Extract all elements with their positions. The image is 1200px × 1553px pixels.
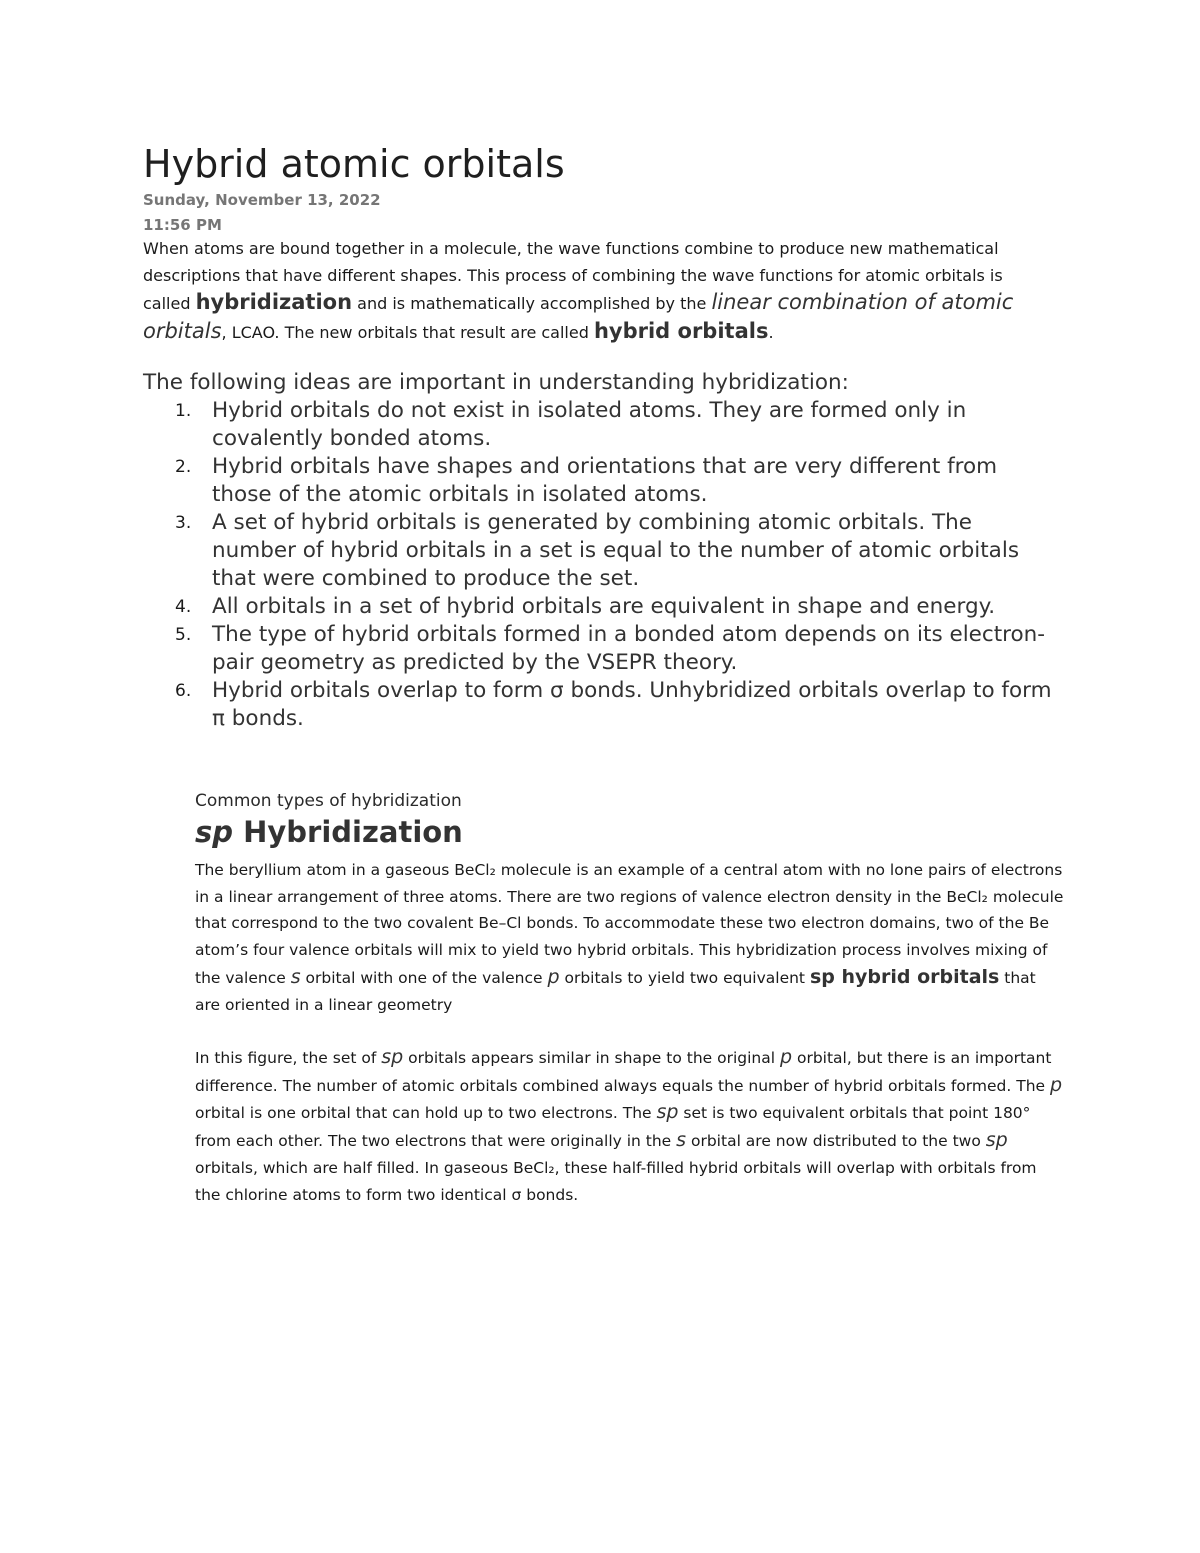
list-item-text: All orbitals in a set of hybrid orbitals are equivalent in shape and energy. — [212, 594, 996, 619]
ideas-list — [143, 397, 1053, 733]
page-title: Hybrid atomic orbitals — [143, 142, 565, 186]
list-item — [143, 621, 1053, 677]
list-number: 2. — [175, 457, 192, 477]
italic-p: p — [1049, 1073, 1063, 1096]
list-item — [143, 677, 1053, 733]
italic-p: p — [779, 1046, 793, 1068]
sp-paragraph-2 — [195, 1044, 1065, 1208]
italic-sp: sp — [985, 1129, 1008, 1152]
section-heading — [195, 815, 463, 849]
heading-sp: sp — [195, 815, 234, 849]
term-hybridization: hybridization — [195, 290, 353, 314]
ideas-lead: The following ideas are important in understanding hybridization: — [143, 370, 849, 395]
heading-text: Hybridization — [233, 815, 463, 849]
note-time: 11:56 PM — [143, 216, 222, 234]
body-text: orbital with one of the valence — [300, 968, 548, 987]
list-item — [143, 453, 1053, 509]
term-sp-hybrid-orbitals: sp hybrid orbitals — [809, 965, 1000, 988]
note-date: Sunday, November 13, 2022 — [143, 191, 381, 209]
body-text: The beryllium atom in a gaseous BeCl₂ molecule is an example of a central atom with no lone pairs of electrons in a linear arrangement of three atoms. There are two regions of valence electron density in the BeCl₂ molecule that correspond to the two covalent Be–Cl bonds. To accommodate these two electron domains, two of the Be atom’s four valence orbitals will mix to yield two hybrid orbitals. This hybridization process involves mixing of the valence — [195, 861, 1064, 987]
list-number: 6. — [175, 681, 192, 701]
section-subtitle: Common types of hybridization — [195, 791, 462, 811]
list-item-text: Hybrid orbitals have shapes and orientations that are very different from those of the atomic orbitals in isolated atoms. — [212, 454, 998, 507]
list-item — [143, 509, 1053, 593]
list-number: 5. — [175, 625, 192, 645]
intro-text: and is mathematically accomplished by the — [352, 294, 712, 313]
body-text: that are oriented in a linear geometry — [195, 968, 1036, 1014]
body-text: orbitals, which are half filled. In gaseous BeCl₂, these half-filled hybrid orbitals will overlap with orbitals from the chlorine atoms to form two identical σ bonds. — [195, 1158, 1037, 1204]
body-text: orbital, but there is an important difference. The number of atomic orbitals combined always equals the number of hybrid orbitals formed. The — [195, 1049, 1052, 1095]
list-number: 3. — [175, 513, 192, 533]
sp-paragraph-1 — [195, 857, 1065, 1018]
intro-text: When atoms are bound together in a molecule, the wave functions combine to produce new mathematical descriptions that have different shapes. This process of combining the wave functions for atomic orbitals is called — [143, 239, 1003, 313]
intro-text: , LCAO. The new orbitals that result are called — [221, 322, 594, 342]
list-item-text: The type of hybrid orbitals formed in a bonded atom depends on its electron-pair geometry as predicted by the VSEPR theory. — [212, 622, 1046, 675]
list-item — [143, 593, 1053, 621]
list-item-text: Hybrid orbitals do not exist in isolated atoms. They are formed only in covalently bonded atoms. — [212, 398, 967, 451]
list-item-text: A set of hybrid orbitals is generated by combining atomic orbitals. The number of hybrid orbitals in a set is equal to the number of atomic orbitals that were combined to produce the set. — [212, 510, 1020, 591]
italic-sp: sp — [381, 1046, 404, 1068]
term-hybrid-orbitals: hybrid orbitals — [593, 318, 769, 343]
body-text: orbital are now distributed to the two — [686, 1132, 986, 1151]
italic-s: s — [290, 965, 301, 988]
italic-s: s — [676, 1129, 687, 1152]
body-text: orbitals appears similar in shape to the original — [403, 1049, 780, 1067]
intro-paragraph — [143, 236, 1023, 346]
body-text: In this figure, the set of — [195, 1049, 382, 1067]
list-item-text: Hybrid orbitals overlap to form σ bonds. Unhybridized orbitals overlap to form π bonds. — [212, 678, 1052, 731]
body-text: orbital is one orbital that can hold up to two electrons. The — [195, 1104, 657, 1123]
list-number: 1. — [175, 401, 192, 421]
italic-p: p — [547, 965, 560, 988]
term-lcao: linear combination of atomic orbitals — [143, 290, 1014, 343]
body-text: set is two equivalent orbitals that point 180° from each other. The two electrons that were originally in the — [195, 1104, 1031, 1151]
body-text: orbitals to yield two equivalent — [559, 968, 810, 987]
list-item — [143, 397, 1053, 453]
intro-text: . — [768, 322, 774, 342]
list-number: 4. — [175, 597, 192, 617]
italic-sp: sp — [656, 1101, 679, 1124]
